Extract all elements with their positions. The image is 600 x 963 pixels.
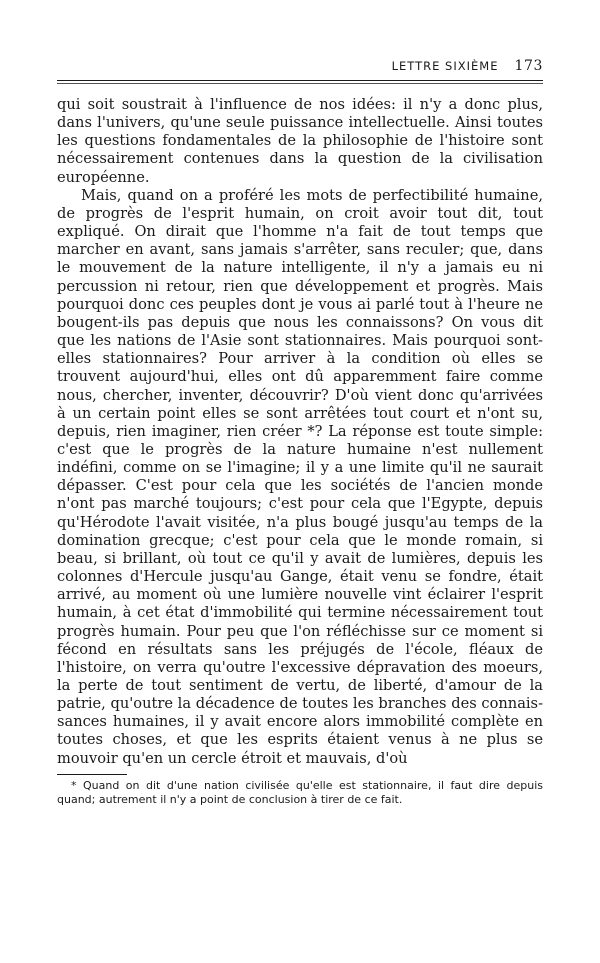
running-title: LETTRE SIXIÈME bbox=[391, 59, 499, 73]
body-text bbox=[57, 96, 543, 768]
book-page bbox=[57, 58, 543, 807]
page-header bbox=[57, 58, 543, 78]
page-number: 173 bbox=[514, 58, 543, 74]
header-rule-thin bbox=[57, 83, 543, 84]
footnote-rule bbox=[57, 774, 127, 775]
header-rule bbox=[57, 80, 543, 81]
footnote: * Quand on dit d'une nation civilisée qu'elle est stationnaire, il faut dire depuis quand; autrement il n'y a point de conclusion à tirer de ce fait. bbox=[57, 778, 543, 806]
paragraph-mais-quand: Mais, quand on a proféré les mots de perfectibilité humaine, de progrès de l'esprit humain, on croit avoir tout dit, tout expliqué. On dirait que l'homme n'a fait de tout temps que marcher en avant, sans jamais s'arrêter, sans reculer; que, dans le mouvement de la nature intelligente, il n'y a jamais eu ni percussion ni retour, rien que développement et progrès. Mais pourquoi donc ces peuples dont je vous ai parlé tout à l'heure ne bougent-ils pas depuis que nous les connaissons? On vous dit que les nations de l'Asie sont stationnaires. Mais pourquoi sont-elles stationnaires? Pour arriver à la condition où elles se trouvent aujourd'hui, elles ont dû apparemment faire comme nous, chercher, inventer, découvrir? D'où vient donc qu'arrivées à un certain point elles se sont arrêtées tout court et n'ont su, depuis, rien imaginer, rien créer *? La réponse est toute simple: c'est que le progrès de la nature humaine n'est nullement indéfini, comme on se l'imagine; il y a une limite qu'il ne saurait dépasser. C'est pour cela que les sociétés de l'ancien monde n'ont pas marché toujours; c'est pour cela que l'Egypte, depuis qu'Hérodote l'avait visitée, n'a plus bougé jusqu'au temps de la domination grecque; c'est pour cela que le monde romain, si beau, si brillant, où tout ce qu'il y avait de lumières, depuis les colonnes d'Hercule jusqu'au Gange, était venu se fondre, était arrivé, au moment où une lumière nouvelle vint éclairer l'esprit humain, à cet état d'immobilité qui termine nécessairement tout progrès humain. Pour peu que l'on réfléchisse sur ce moment si fécond en résultats sans les préjugés de l'école, fléaux de l'histoire, on verra qu'outre l'excessive dépravation des moeurs, la perte de tout sentiment de vertu, de liberté, d'amour de la patrie, qu'outre la décadence de toutes les branches des connaissances humaines, il y avait encore alors immobilité complète en toutes choses, et que les esprits étaient venus à ne plus se mouvoir qu'en un cercle étroit et mauvais, d'où bbox=[57, 186, 543, 767]
paragraph-continued: qui soit soustrait à l'influence de nos idées: il n'y a donc plus, dans l'univers, qu'une seule puissance intellectuelle. Ainsi toutes les questions fondamentales de la philosophie de l'histoire sont nécessairement contenues dans la question de la civilisation européenne. bbox=[57, 96, 543, 186]
